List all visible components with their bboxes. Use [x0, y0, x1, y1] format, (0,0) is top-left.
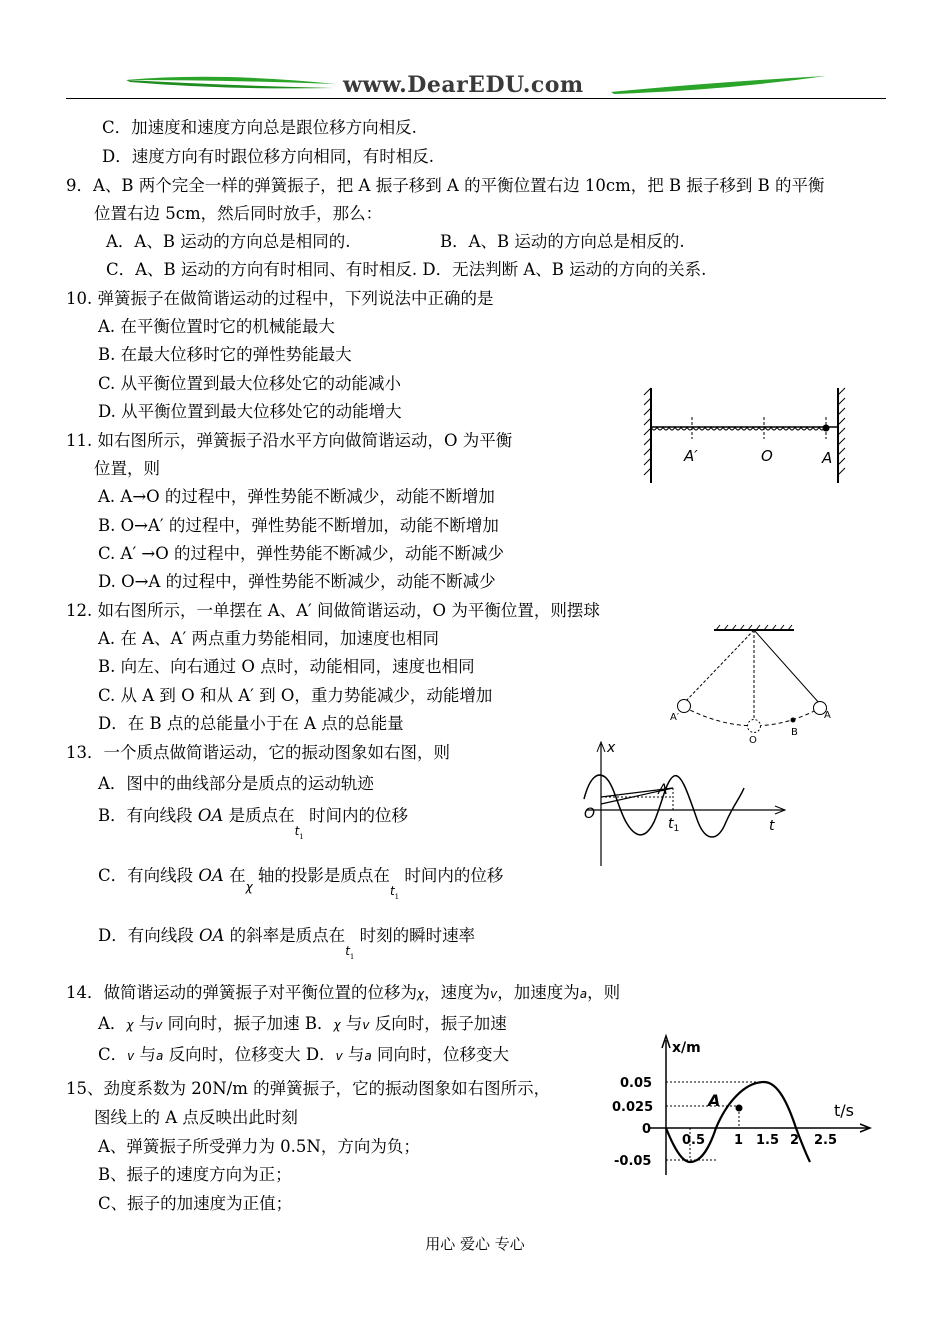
q13-option-d: D．有向线段 OA 的斜率是质点在$_{t1}$ 时刻的瞬时速率: [98, 926, 476, 961]
pendulum-label-a: A: [824, 710, 831, 721]
q10-option-d: D. 从平衡位置到最大位移处它的动能增大: [98, 402, 402, 421]
q12-option-a: A. 在 A、A′ 两点重力势能相同，加速度也相同: [98, 629, 439, 648]
graph15-xtick-2.5: 2.5: [814, 1133, 838, 1148]
q9-stem: 9．A、B 两个完全一样的弹簧振子，把 A 振子移到 A 的平衡位置右边 10cm，把 B 振子移到 B 的平衡: [66, 176, 825, 195]
q10-option-a: A. 在平衡位置时它的机械能最大: [98, 317, 335, 336]
graph15-xtick-0.5: 0.5: [682, 1133, 706, 1148]
q12-stem: 12. 如右图所示，一单摆在 A、A′ 间做简谐运动，O 为平衡位置，则摆球: [66, 601, 600, 620]
q10-option-c: C. 从平衡位置到最大位移处它的动能减小: [98, 374, 402, 393]
q11-option-b: B. O→A′ 的过程中，弹性势能不断增加，动能不断增加: [98, 516, 499, 535]
graph15-ytick-0: 0: [642, 1122, 652, 1137]
q13-option-c: C．有向线段 OA 在$_\chi$ 轴的投影是质点在$_{t1}$ 时间内的位移: [98, 866, 504, 901]
graph15-ytick-0.025: 0.025: [612, 1100, 654, 1115]
q9-option-cd: C．A、B 运动的方向有时相同、有时相反. D．无法判断 A、B 运动的方向的关系.: [106, 260, 707, 279]
spring-oscillator-figure: [640, 383, 855, 493]
graph15-x-label: t/s: [834, 1101, 854, 1120]
q13-stem: 13．一个质点做简谐运动，它的振动图象如右图，则: [66, 743, 450, 762]
q12-option-d: D．在 B 点的总能量小于在 A 点的总能量: [98, 714, 404, 733]
page-header: [66, 66, 886, 106]
graph15-ytick-0.05: 0.05: [620, 1076, 653, 1091]
graph13-x-label: x: [607, 740, 616, 756]
graph15-point-a: A: [708, 1091, 721, 1110]
page-footer: 用心 爱心 专心: [425, 1235, 525, 1253]
header-rule: [66, 98, 886, 99]
q8-option-d: D．速度方向有时跟位移方向相同，有时相反.: [102, 147, 434, 166]
graph13-t1-label: $t_1$: [668, 816, 680, 834]
q9-option-a: A．A、B 运动的方向总是相同的.: [106, 232, 351, 251]
q14-stem: 14．做简谐运动的弹簧振子对平衡位置的位移为χ，速度为v，加速度为a，则: [66, 983, 621, 1002]
q12-option-c: C. 从 A 到 O 和从 A′ 到 O，重力势能减少，动能增加: [98, 686, 493, 705]
q15-option-a: A、弹簧振子所受弹力为 0.5N，方向为负；: [98, 1137, 420, 1156]
q15-option-b: B、振子的速度方向为正；: [98, 1165, 292, 1184]
graph13-point-a: A: [658, 782, 668, 798]
q14-options-cd: C．v 与a 反向时，位移变大 D．v 与a 同向时，位移变大: [98, 1045, 510, 1064]
q15-option-c: C、振子的加速度为正值；: [98, 1194, 293, 1213]
q13-option-b: B．有向线段 OA 是质点在$_{t1}$ 时间内的位移: [98, 806, 409, 841]
spring-label-a: A: [822, 449, 833, 467]
q11-option-d: D. O→A 的过程中，弹性势能不断减少，动能不断减少: [98, 572, 496, 591]
q14-options-ab: A．χ 与v 同向时，振子加速 B．χ 与v 反向时，振子加速: [98, 1014, 507, 1033]
graph15-xtick-1: 1: [734, 1133, 744, 1148]
graph15-ytick-neg0.05: -0.05: [614, 1154, 652, 1169]
graph13-origin-label: O: [584, 806, 596, 822]
graph15-y-label: x/m: [672, 1040, 701, 1056]
pendulum-label-b: B: [791, 727, 798, 738]
spring-label-o: O: [761, 447, 773, 465]
spring-label-a-prime: A′: [684, 447, 698, 465]
q8-option-c: C．加速度和速度方向总是跟位移方向相反.: [102, 118, 417, 137]
graph15-xtick-2: 2: [790, 1133, 800, 1148]
q13-vibration-graph: [578, 738, 788, 870]
q11-option-c: C. A′ →O 的过程中，弹性势能不断减少，动能不断减少: [98, 544, 505, 563]
q11-stem: 11. 如右图所示，弹簧振子沿水平方向做简谐运动，O 为平衡: [66, 431, 513, 450]
q9-stem-cont: 位置右边 5cm，然后同时放手，那么：: [94, 204, 383, 223]
q10-stem: 10. 弹簧振子在做简谐运动的过程中，下列说法中正确的是: [66, 289, 494, 308]
q9-option-b: B．A、B 运动的方向总是相反的.: [440, 232, 685, 251]
site-logo[interactable]: www.DearEDU.com: [343, 72, 584, 98]
q12-option-b: B. 向左、向右通过 O 点时，动能相同，速度也相同: [98, 657, 475, 676]
q10-option-b: B. 在最大位移时它的弹性势能最大: [98, 345, 352, 364]
q11-option-a: A. A→O 的过程中，弹性势能不断减少，动能不断增加: [98, 487, 495, 506]
q15-vibration-graph: [606, 1030, 886, 1178]
q15-stem-cont: 图线上的 A 点反映出此时刻: [94, 1108, 298, 1127]
pendulum-label-a-prime: A′: [670, 712, 680, 723]
pendulum-figure: [670, 624, 845, 749]
q15-stem: 15、劲度系数为 20N/m 的弹簧振子，它的振动图象如右图所示，: [66, 1079, 551, 1098]
q13-option-a: A．图中的曲线部分是质点的运动轨迹: [98, 774, 374, 793]
q11-stem-cont: 位置，则: [94, 459, 160, 478]
pendulum-label-o: O: [749, 735, 757, 746]
graph15-xtick-1.5: 1.5: [756, 1133, 780, 1148]
graph13-t-label: t: [769, 818, 775, 834]
